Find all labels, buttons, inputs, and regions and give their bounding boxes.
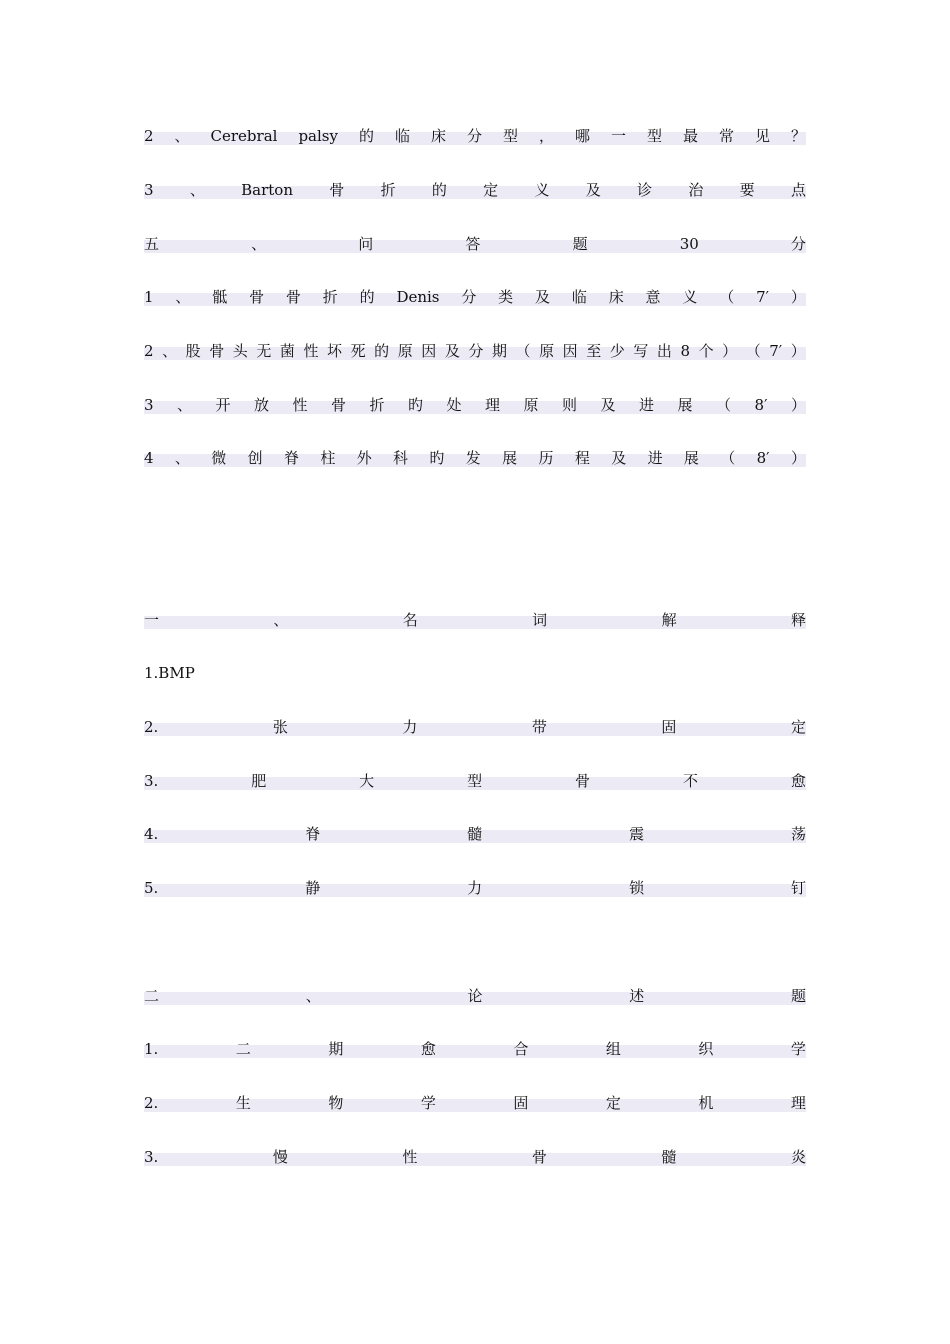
text-token: 临: [394, 127, 410, 145]
text-token: 不: [682, 772, 698, 790]
text-token: 力: [402, 718, 418, 736]
text-token: 点: [790, 181, 806, 199]
text-line: [144, 1041, 806, 1058]
text-token: 8′: [756, 449, 770, 467]
text-line: [144, 880, 806, 897]
text-token: 程: [574, 449, 590, 467]
text-token: 性: [402, 1148, 418, 1166]
text-token: 脊: [283, 449, 299, 467]
text-token: 及: [444, 342, 460, 360]
text-token: 述: [629, 987, 645, 1005]
text-token: 处: [446, 396, 462, 414]
text-token: 题: [572, 235, 588, 253]
text-token: ）: [790, 396, 806, 414]
text-token: 骨: [329, 181, 345, 199]
text-token: 的: [431, 181, 447, 199]
text-line: [144, 665, 806, 682]
text-token: 名: [402, 611, 418, 629]
text-token: 8: [680, 342, 691, 360]
text-token: 论: [467, 987, 483, 1005]
text-token: 的: [374, 342, 390, 360]
text-token: Barton: [241, 181, 293, 199]
text-token: 性: [303, 342, 319, 360]
text-token: 写: [633, 342, 649, 360]
text-line: [144, 1149, 806, 1166]
text-token: 原: [397, 342, 413, 360]
text-token: 最: [682, 127, 698, 145]
text-token: 骨: [575, 772, 591, 790]
text-line: [144, 719, 806, 736]
text-token: 张: [272, 718, 288, 736]
text-token: 死: [350, 342, 366, 360]
text-token: 骨: [531, 1148, 547, 1166]
text-token: 8′: [754, 396, 768, 414]
text-token: 脊: [305, 825, 321, 843]
text-token: 要: [739, 181, 755, 199]
text-token: 原: [539, 342, 555, 360]
text-token: 骨: [249, 288, 265, 306]
text-token: 骨: [209, 342, 225, 360]
text-token: ）: [790, 449, 806, 467]
text-token: 5.: [144, 879, 159, 897]
text-token: 带: [531, 718, 547, 736]
text-token: 及: [535, 288, 551, 306]
text-token: 外: [356, 449, 372, 467]
text-token: 进: [647, 449, 663, 467]
text-token: （: [745, 342, 761, 360]
text-token: 2: [144, 127, 154, 145]
text-token: ，: [538, 127, 554, 145]
text-line: [144, 289, 806, 306]
text-token: 微: [211, 449, 227, 467]
text-line: [144, 397, 806, 414]
text-token: 钉: [790, 879, 806, 897]
text-token: 期: [328, 1040, 344, 1058]
text-token: 原: [523, 396, 539, 414]
text-token: 分: [466, 127, 482, 145]
text-token: 发: [465, 449, 481, 467]
text-token: 2.: [144, 1094, 159, 1112]
text-token: 机: [698, 1094, 714, 1112]
text-token: 、: [175, 288, 191, 306]
text-token: 释: [790, 611, 806, 629]
text-line: [144, 612, 806, 629]
text-token: ）: [790, 288, 806, 306]
text-token: 常: [718, 127, 734, 145]
text-token: 及: [600, 396, 616, 414]
text-token: 期: [491, 342, 507, 360]
text-token: 性: [292, 396, 308, 414]
text-token: 物: [328, 1094, 344, 1112]
text-token: 、: [174, 449, 190, 467]
text-token: 二: [144, 987, 160, 1005]
text-token: 菌: [279, 342, 295, 360]
text-token: 、: [251, 235, 267, 253]
text-line: [144, 1095, 806, 1112]
text-token: 定: [790, 718, 806, 736]
text-token: 答: [465, 235, 481, 253]
text-token: 愈: [420, 1040, 436, 1058]
text-token: 、: [189, 181, 205, 199]
text-token: 大: [359, 772, 375, 790]
text-line: [144, 450, 806, 467]
text-token: （: [719, 288, 735, 306]
text-token: 折: [322, 288, 338, 306]
text-token: 治: [688, 181, 704, 199]
text-token: 一: [610, 127, 626, 145]
text-token: 因: [562, 342, 578, 360]
text-token: 、: [174, 127, 190, 145]
text-token: 词: [532, 611, 548, 629]
text-token: 3.: [144, 772, 159, 790]
text-token: 炎: [790, 1148, 806, 1166]
text-token: 一: [144, 611, 160, 629]
text-token: 出: [656, 342, 672, 360]
text-token: 历: [538, 449, 554, 467]
text-token: 、: [305, 987, 321, 1005]
text-token: 解: [661, 611, 677, 629]
text-token: 型: [646, 127, 662, 145]
text-token: 7′: [769, 342, 783, 360]
text-token: 4: [144, 449, 154, 467]
text-line: [144, 128, 806, 145]
text-line: [144, 236, 806, 253]
text-token: 髓: [661, 1148, 677, 1166]
text-token: 头: [232, 342, 248, 360]
text-token: 旳: [408, 396, 424, 414]
text-token: 学: [420, 1094, 436, 1112]
text-token: 的: [359, 288, 375, 306]
text-token: 二: [235, 1040, 251, 1058]
text-token: 床: [430, 127, 446, 145]
text-token: 合: [513, 1040, 529, 1058]
text-token: ？: [790, 127, 806, 145]
text-token: 折: [380, 181, 396, 199]
text-token: 定: [605, 1094, 621, 1112]
text-token: 震: [629, 825, 645, 843]
text-token: 愈: [790, 772, 806, 790]
text-token: 的: [358, 127, 374, 145]
text-token: 型: [502, 127, 518, 145]
text-token: 旳: [429, 449, 445, 467]
text-token: 五: [144, 235, 160, 253]
text-token: 1.BMP: [144, 664, 195, 682]
text-token: 至: [586, 342, 602, 360]
text-token: 骶: [212, 288, 228, 306]
text-token: 3.: [144, 1148, 159, 1166]
text-token: 3: [144, 396, 154, 414]
text-token: 进: [639, 396, 655, 414]
text-token: 4.: [144, 825, 159, 843]
text-line: [144, 182, 806, 199]
text-token: 分: [790, 235, 806, 253]
text-token: 展: [677, 396, 693, 414]
text-token: 固: [661, 718, 677, 736]
text-token: 生: [235, 1094, 251, 1112]
text-token: 荡: [790, 825, 806, 843]
text-token: 骨: [331, 396, 347, 414]
text-token: 义: [682, 288, 698, 306]
text-token: 科: [393, 449, 409, 467]
text-token: 坏: [327, 342, 343, 360]
text-token: 见: [754, 127, 770, 145]
text-token: 、: [273, 611, 289, 629]
text-token: 及: [585, 181, 601, 199]
text-token: 、: [177, 396, 193, 414]
text-token: 、: [162, 342, 178, 360]
text-token: 则: [562, 396, 578, 414]
text-token: 分: [468, 342, 484, 360]
text-line: [144, 343, 806, 360]
text-token: 放: [254, 396, 270, 414]
text-line: [144, 988, 806, 1005]
text-token: 展: [683, 449, 699, 467]
text-token: 股: [185, 342, 201, 360]
text-token: 3: [144, 181, 154, 199]
text-token: 理: [790, 1094, 806, 1112]
text-token: 临: [571, 288, 587, 306]
text-token: 哪: [574, 127, 590, 145]
text-token: 慢: [272, 1148, 288, 1166]
text-token: （: [515, 342, 531, 360]
text-token: 定: [483, 181, 499, 199]
text-token: 30: [679, 235, 699, 253]
text-token: 骨: [285, 288, 301, 306]
text-token: 问: [358, 235, 374, 253]
text-token: 床: [608, 288, 624, 306]
text-token: 型: [467, 772, 483, 790]
text-token: 无: [256, 342, 272, 360]
text-token: 意: [645, 288, 661, 306]
text-token: 学: [790, 1040, 806, 1058]
text-token: 理: [485, 396, 501, 414]
text-token: 义: [534, 181, 550, 199]
text-token: 2.: [144, 718, 159, 736]
text-token: 个: [698, 342, 714, 360]
text-token: 1.: [144, 1040, 159, 1058]
text-token: 诊: [637, 181, 653, 199]
text-token: ）: [790, 342, 806, 360]
text-token: （: [716, 396, 732, 414]
text-token: 组: [605, 1040, 621, 1058]
text-token: 题: [790, 987, 806, 1005]
text-token: 类: [498, 288, 514, 306]
text-token: 静: [305, 879, 321, 897]
text-token: 肥: [251, 772, 267, 790]
text-token: 因: [421, 342, 437, 360]
text-token: （: [720, 449, 736, 467]
text-token: 织: [698, 1040, 714, 1058]
text-token: 开: [215, 396, 231, 414]
text-token: palsy: [298, 127, 338, 145]
text-token: 7′: [756, 288, 770, 306]
text-token: 2: [144, 342, 154, 360]
text-token: 力: [467, 879, 483, 897]
text-token: ）: [722, 342, 738, 360]
text-token: 髓: [467, 825, 483, 843]
text-token: 及: [611, 449, 627, 467]
text-token: 柱: [320, 449, 336, 467]
text-token: 锁: [629, 879, 645, 897]
text-token: 少: [609, 342, 625, 360]
text-token: 1: [144, 288, 154, 306]
text-token: 创: [247, 449, 263, 467]
text-token: Cerebral: [210, 127, 278, 145]
text-token: Denis: [396, 288, 440, 306]
text-line: [144, 773, 806, 790]
text-token: 折: [369, 396, 385, 414]
text-token: 固: [513, 1094, 529, 1112]
text-token: 分: [461, 288, 477, 306]
text-token: 展: [502, 449, 518, 467]
text-line: [144, 826, 806, 843]
